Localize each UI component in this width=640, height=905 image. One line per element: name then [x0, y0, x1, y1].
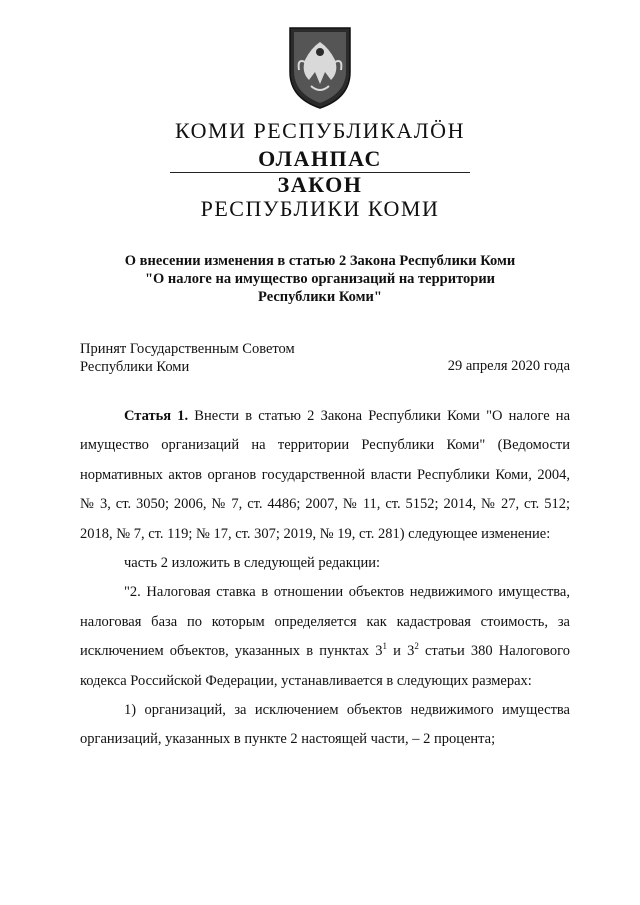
coat-of-arms-emblem	[285, 22, 355, 110]
header-line-3: ЗАКОН	[277, 172, 363, 197]
paragraph-3-text-b: и 3	[386, 643, 415, 660]
header-line-2: ОЛАНПАС	[258, 146, 382, 171]
adopted-line-1: Принят Государственным Советом	[80, 341, 295, 357]
adopted-line-2: Республики Коми	[80, 359, 190, 375]
paragraph-3-text-c: статьи 380 Налогового кодекса Российской Федерации, устанавливается в следующих размерах:	[80, 643, 570, 689]
article-label: Статья 1.	[124, 408, 189, 424]
article-paragraph-4: 1) организаций, за исключением объектов недвижимого имущества организаций, указанных в пункте 2 настоящей части, – 2 процента;	[80, 702, 570, 748]
superscript-2: 2	[414, 641, 419, 652]
article-paragraph-3	[80, 578, 570, 696]
article-paragraph-1	[80, 402, 570, 549]
article-intro: Внести в статью 2 Закона Республики Коми "О налоге на имущество организаций на территории Республики Коми" (Ведомости нормативных актов органов государственной власти Республики Коми, 2004, № 3, ст. 3050; 2006, № 7, ст. 4486; 2007, № 11, ст. 5152; 2014, № 27, ст. 512; 2018, № 7, ст. 119; № 17, ст. 307; 2019, № 19, ст. 281) следующее изменение:	[80, 408, 571, 542]
law-title-line-1: О внесении изменения в статью 2 Закона Республики Коми	[124, 253, 516, 269]
law-title-line-3: Республики Коми"	[258, 289, 382, 305]
adoption-date: 29 апреля 2020 года	[447, 358, 570, 374]
adopted-by	[80, 340, 295, 376]
article-paragraph-2: часть 2 изложить в следующей редакции:	[124, 555, 381, 572]
header-line-1: КОМИ РЕСПУБЛИКАЛÖН	[175, 118, 465, 143]
article-body	[80, 402, 570, 755]
superscript-1: 1	[382, 641, 387, 652]
paragraph-3-text-a: "2. Налоговая ставка в отношении объектов недвижимого имущества, налоговая база по которым определяется как кадастровая стоимость, за исключением объектов, указанных в пунктах 3	[80, 584, 570, 660]
law-title	[80, 252, 560, 306]
law-title-line-2: "О налоге на имущество организаций на территории	[144, 271, 496, 287]
header-line-4: РЕСПУБЛИКИ КОМИ	[200, 196, 440, 221]
